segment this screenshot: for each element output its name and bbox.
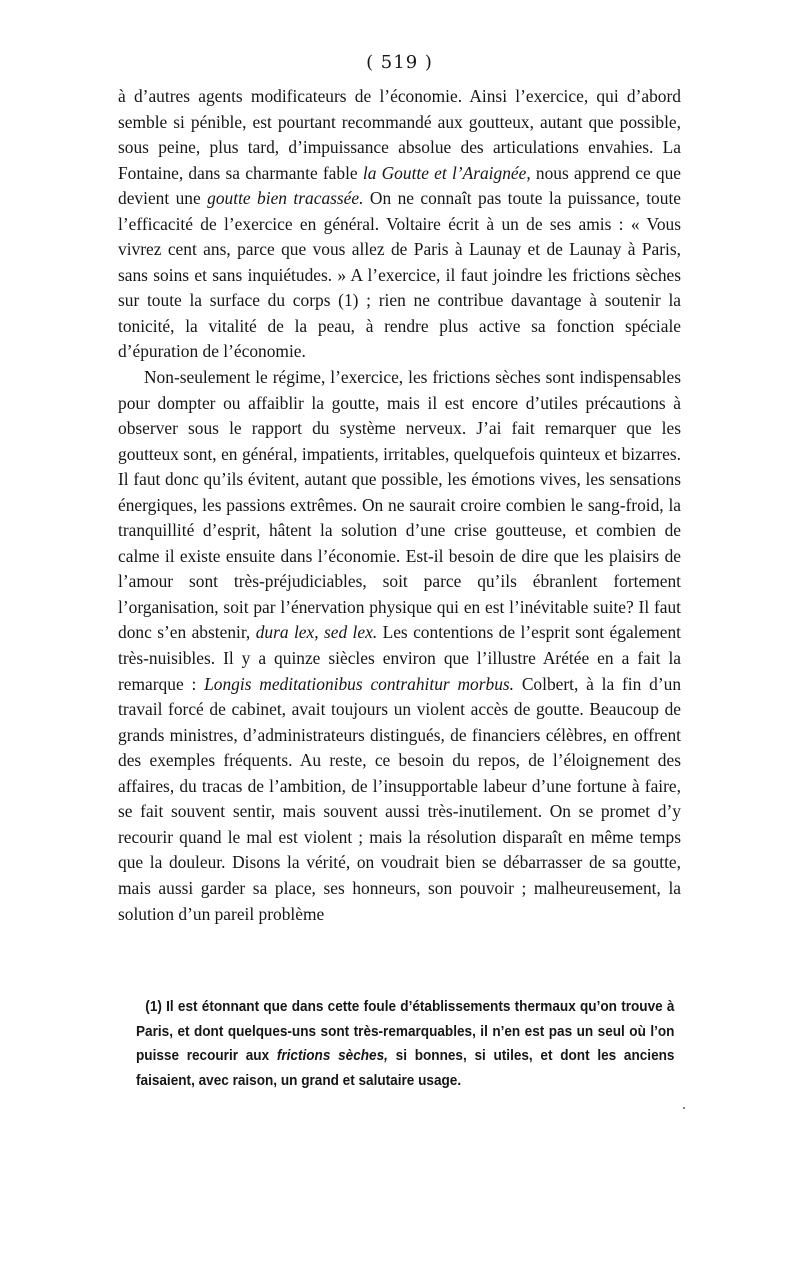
text-run: nous apprend ce que devient une bbox=[118, 162, 681, 209]
text-run: Les contentions de l’esprit sont également très-nuisibles. Il y a quinze siècles environ que l’illustre Arétée en a fait la remarque : bbox=[118, 622, 681, 694]
italic-phrase: frictions sèches, bbox=[276, 1048, 388, 1064]
text-run: Colbert, à la fin d’un travail forcé de cabinet, avait toujours un violent accès de goutte. Beaucoup de grands ministres, d’administrateurs distingués, de financiers célèbres, en offrent des exemples fréquents. Au reste, ce besoin du repos, de l’éloignement des affaires, du tracas de l’ambition, de l’insupportable labeur d’une fortune à faire, se fait souvent sentir, mais souvent aussi très-inutilement. On se promet d’y recourir quand le mal est violent ; mais la résolution disparaît en même temps que la douleur. Disons la vérité, on voudrait bien se débarrasser de sa goutte, mais aussi garder sa place, ses honneurs, son pouvoir ; malheureusement, la solution d’un pareil problème bbox=[118, 673, 682, 924]
text-run: On ne connaît pas toute la puissance, toute l’efficacité de l’exercice en général. Voltaire écrit à un de ses amis : « Vous vivrez cent ans, parce que vous allez de Paris à Launay et de Launay à Paris, sans soins et sans inquiétudes. » A l’exercice, il faut joindre les frictions sèches sur toute la surface du corps (1) ; rien ne contribue davantage à soutenir la tonicité, la vitalité de la peau, à rendre plus active sa fonction spéciale d’épuration de l’économie. bbox=[118, 188, 681, 362]
text-run: (1) Il est étonnant que dans cette foule d’établissements thermaux qu’on trouve à Paris, et dont quelques-uns sont très-remarquables, il n’en est pas un seul où l’on puisse recourir aux bbox=[136, 999, 675, 1064]
text-run: à d’autres agents modificateurs de l’économie. Ainsi l’exercice, qui d’abord semble si pénible, est pourtant recommandé aux goutteux, autant que possible, sous peine, plus tard, d’impuissance absolue des articulations envahies. La Fontaine, dans sa charmante fable bbox=[118, 86, 681, 183]
text-run: Non-seulement le régime, l’exercice, les frictions sèches sont indispensables pour dompter ou affaiblir la goutte, mais il est encore d’utiles précautions à observer sous le rapport du système nerveux. J’ai fait remarquer que les goutteux sont, en général, impatients, irritables, quelquefois quinteux et bizarres. Il faut donc qu’ils évitent, autant que possible, les émotions vives, les sensations énergiques, les passions extrêmes. On ne saurait croire combien le sang-froid, la tranquillité d’esprit, hâtent la solution d’une crise goutteuse, et combien de calme il existe ensuite dans l’économie. Est-il besoin de dire que les plaisirs de l’amour sont très-préjudiciables, soit parce qu’ils ébranlent fortement l’organisation, soit par l’énervation physique qui en est l’inévitable suite? Il faut donc s’en abstenir, bbox=[118, 367, 681, 643]
italic-title-fable: la Goutte et l’Araignée, bbox=[362, 162, 531, 183]
body-text bbox=[118, 84, 681, 927]
paragraph-2 bbox=[118, 365, 681, 927]
footnote-text bbox=[136, 995, 674, 1093]
italic-latin-quote: Longis meditationibus contrahitur morbus. bbox=[204, 673, 515, 694]
italic-phrase: goutte bien tracassée. bbox=[207, 188, 364, 209]
print-speck bbox=[683, 1107, 685, 1109]
footnote bbox=[136, 995, 675, 1093]
paragraph-1 bbox=[118, 84, 681, 365]
text-run: si bonnes, si utiles, et dont les anciens faisaient, avec raison, un grand et salutaire usage. bbox=[136, 1048, 675, 1089]
italic-latin-phrase: dura lex, sed lex. bbox=[255, 622, 378, 643]
page bbox=[118, 50, 681, 927]
page-number: ( 519 ) bbox=[366, 52, 433, 73]
